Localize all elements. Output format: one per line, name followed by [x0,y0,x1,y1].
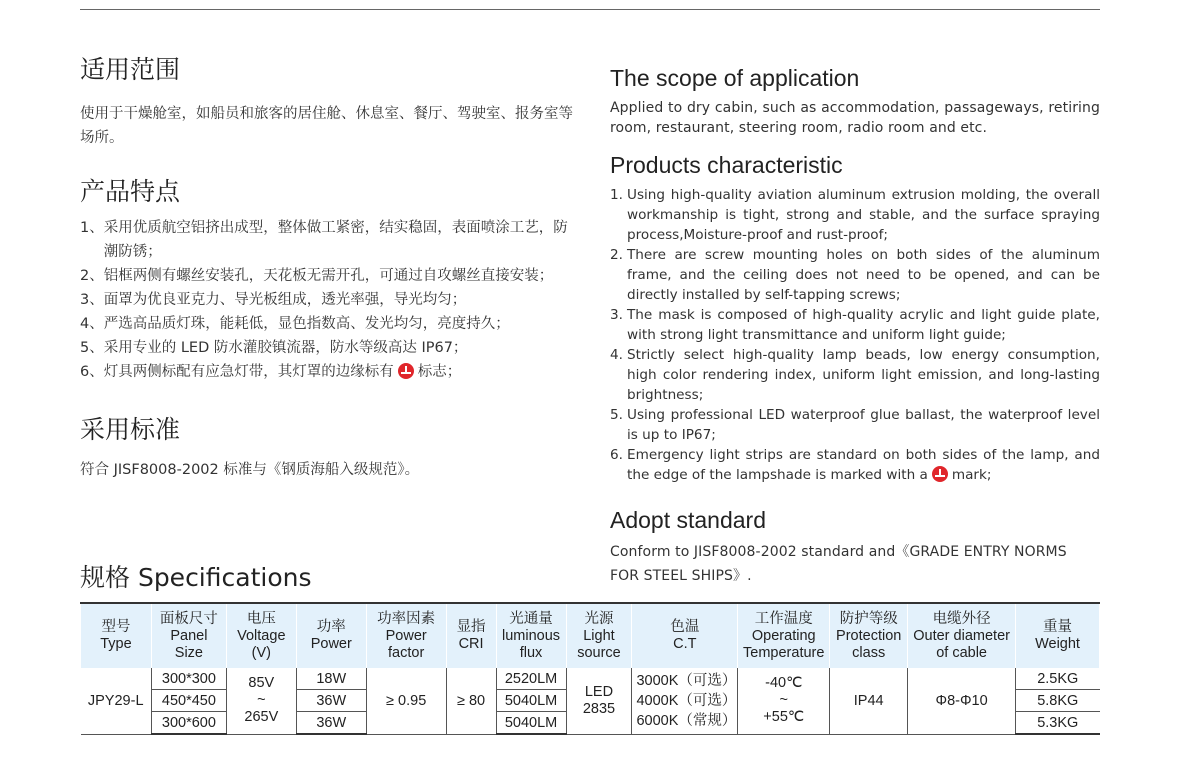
cn-standard-title: 采用标准 [80,415,181,444]
cn-features-title: 产品特点 [80,177,181,206]
en-scope-title: The scope of application [610,65,860,91]
en-standard-text: Conform to JISF8008-2002 standard and《GRADE ENTRY NORMS FOR STEEL SHIPS》. [610,544,1067,584]
list-item: 6. Emergency light strips are standard on both sides of the lamp, and the edge of the lampshade is marked with a mark; [610,447,1100,483]
spec-title: 规格 Specifications [80,563,312,592]
cell-voltage: 85V ~ 265V [226,668,296,734]
cn-scope-text: 使用于干燥舱室，如船员和旅客的居住舱、休息室、餐厅、驾驶室、报务室等场所。 [80,106,573,146]
cell-size: 450*450 [151,690,226,712]
cell-cable: Φ8-Φ10 [908,668,1016,734]
cell-power: 36W [296,690,366,712]
cell-flux: 5040LM [496,712,566,735]
cell-weight: 5.8KG [1016,690,1100,712]
cell-color-temp: 3000K（可选） 4000K（可选） 6000K（常规） [632,668,738,734]
cell-power-factor: ≥ 0.95 [366,668,446,734]
english-column [610,65,1100,588]
list-item: 5、 采用专业的 LED 防水灌胶镇流器，防水等级高达 IP67； [80,340,468,356]
header-size: 面板尺寸 Panel Size [151,603,226,668]
list-item: 4. Strictly select high-quality lamp beads, low energy consumption, high color rendering index, uniform light emission, and long-lasting brightness; [610,347,1100,403]
en-scope-text: Applied to dry cabin, such as accommodation, passageways, retiring room, restaurant, steering room, radio room and etc. [610,100,1100,136]
en-features-list [610,185,1100,485]
list-item: 5. Using professional LED waterproof glue ballast, the waterproof level is up to IP67; [610,407,1100,443]
cn-standard-text: 符合 JISF8008-2002 标准与《钢质海船入级规范》。 [80,462,420,478]
chinese-column [80,50,574,482]
list-item: 3. The mask is composed of high-quality acrylic and light guide plate, with strong light transmittance and uniform light guide; [610,307,1100,343]
header-cable: 电缆外径 Outer diameter of cable [908,603,1016,668]
cell-weight: 2.5KG [1016,668,1100,690]
cell-op-temp: -40℃ ~ +55℃ [738,668,830,734]
cell-size: 300*600 [151,712,226,735]
header-type: 型号 Type [81,603,152,668]
cell-light-source: LED 2835 [566,668,632,734]
cell-power: 36W [296,712,366,735]
header-color-temp: 色温 C.T [632,603,738,668]
header-cri: 显指 CRI [446,603,496,668]
header-power-factor: 功率因素 Power factor [366,603,446,668]
list-item: 1、 采用优质航空铝挤出成型，整体做工紧密，结实稳固，表面喷涂工艺，防潮防锈； [80,220,568,260]
cell-power: 18W [296,668,366,690]
spec-header-row [81,603,1100,668]
emergency-mark-icon [398,363,414,379]
header-protection: 防护等级 Protection class [830,603,908,668]
cn-features-list [80,216,574,384]
emergency-mark-icon [932,466,948,482]
list-item: 4、 严选高品质灯珠，能耗低，显色指数高、发光均匀，亮度持久； [80,316,510,332]
en-features-title: Products characteristic [610,152,843,178]
table-row [81,668,1100,690]
list-item: 6、 灯具两侧标配有应急灯带，其灯罩的边缘标有 标志； [80,364,462,380]
list-item: 1. Using high-quality aviation aluminum extrusion molding, the overall workmanship is tight, strong and stable, and the surface spraying process,Moisture-proof and rust-proof; [610,187,1100,243]
header-voltage: 电压 Voltage (V) [226,603,296,668]
cell-cri: ≥ 80 [446,668,496,734]
cell-type: JPY29-L [81,668,152,734]
top-rule [80,9,1100,10]
cell-weight: 5.3KG [1016,712,1100,735]
header-weight: 重量 Weight [1016,603,1100,668]
cn-scope-title: 适用范围 [80,55,181,84]
cell-size: 300*300 [151,668,226,690]
en-standard-title: Adopt standard [610,507,767,533]
header-light-source: 光源 Light source [566,603,632,668]
list-item: 2、 铝框两侧有螺丝安装孔，天花板无需开孔，可通过自攻螺丝直接安装； [80,268,554,284]
spec-table [80,602,1100,735]
header-flux: 光通量 luminous flux [496,603,566,668]
header-power: 功率 Power [296,603,366,668]
header-op-temp: 工作温度 Operating Temperature [738,603,830,668]
cell-protection: IP44 [830,668,908,734]
cell-flux: 5040LM [496,690,566,712]
cell-flux: 2520LM [496,668,566,690]
list-item: 3、 面罩为优良亚克力、导光板组成，透光率强，导光均匀； [80,292,467,308]
list-item: 2. There are screw mounting holes on both sides of the aluminum frame, and the ceiling does not need to be opened, and can be directly installed by self-tapping screws; [610,247,1100,303]
